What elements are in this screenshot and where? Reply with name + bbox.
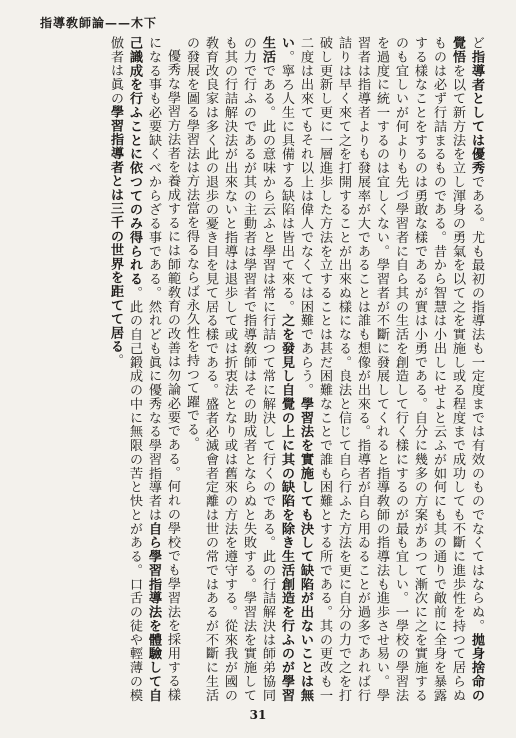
text-run: 。: [108, 353, 123, 368]
text-run: を以て新方法を立し渾身の勇氣を以て之を實施し或る程度まで成功しても不斷に進歩性を持つて居らぬものは必ず行詰まるものである。昔から智慧は小出しにせよと云ふが如何にも其の通りで敵前に全身を暴露する樣なことをするのは勇敢な樣であるが實は小勇である。自分に幾多の方案があつて漸次に之を實施するのも宜しいが何よりも先づ學習者に自ら其の生活を創造して行く樣にするのが最も宜しい。一學校の學習法を過度に統一するのは宜しくない。學習者が不斷に發展してくれると指導敎師の指導法も進歩させ易い。學習者は指導者よりも發展率が大であることは誰も想像が出來る。指導者が自ら用ゐることが過多であれば行詰りは早く來て之を打開することが出來ぬ樣になる。良法と信じて自ら行ふた方法を更に自分の力で之を打破し更新し更に一層進歩した方法を立することは甚だ困難なことで誰も困難とする所である。其の更改も一二度は出來てもそれ以上は偉人でなくては困難であらう。: [298, 36, 465, 702]
text-run: ど: [469, 36, 484, 50]
paragraph: [182, 36, 486, 702]
header-dash: ——: [105, 16, 132, 30]
page-number: 31: [249, 708, 267, 722]
running-header: [40, 14, 157, 31]
emphasis-run: 拋身捨命の覺悟: [450, 36, 484, 702]
emphasis-run: 學習指導者とは三千の世界を距てて居る: [108, 105, 123, 354]
emphasis-run: 指導者としては優秀: [469, 49, 484, 175]
emphasis-run: 學習法を實施しても決して缺陷が出ないことは無い: [279, 36, 313, 702]
header-author: 木下: [131, 16, 158, 30]
text-run: 。此の自己鍛成の中に無限の苦と快とがある。口舌の徒や輕薄の模倣者は眞の: [108, 36, 142, 702]
emphasis-run: 自ら學習指導法を體驗して自己識成を行ふことに依つてのみ得られる: [127, 36, 161, 702]
paragraph: [106, 36, 182, 702]
emphasis-run: 之を發見し自覺の上に其の缺陷を除き生活創造を行ふのが學習生活: [260, 36, 294, 702]
text-run: である。此の意味から云ふと學習は常に行詰つて常に解決して行くのである。此の行詰解決は師弟協同の力で行ふのであるが其の主動者は學習者で指導敎師はその助成者とならぬと失敗する。學習法を實施しても其の行詰解決法が出來ないと指導は退歩して或は折衷法となり或は舊來の方法を遵守する。從來我が國の敎育改良家は多く此の退歩の憂き目を見て居る樣である。盛者必滅會者定離は世の常ではあるが不斷に生活の發展を圖る學習法は方法當を得るならば永久性を持つて躍でる。: [184, 36, 275, 702]
text-run: である。尤も最初の指導法も一定度までは有效のものでなくてはならぬ。: [469, 174, 484, 633]
header-title: 指導敎師論: [40, 16, 106, 30]
text-run: 。寧ろ人生に具備する缺陷は皆出て來る。: [279, 49, 294, 314]
vertical-body-text: [46, 36, 486, 702]
text-run: 優秀な學習方法者を養成するには師範敎育の改善は勿論必要である。何れの學校でも學習法を採用する樣になる事も必要缺くべからざる事である。然れども眞に優秀なる學習指導者は: [146, 36, 180, 702]
